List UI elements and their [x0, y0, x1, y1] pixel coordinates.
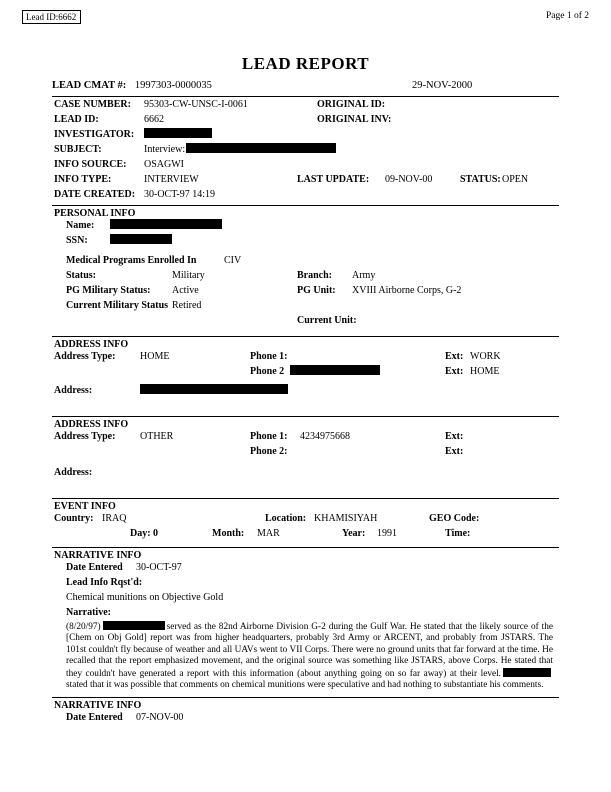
- original-id-label: ORIGINAL ID:: [317, 99, 386, 110]
- military-status-label: Status:: [66, 270, 97, 281]
- case-info-section: [52, 97, 559, 205]
- last-update-value: 09-NOV-00: [385, 174, 433, 185]
- country-label: Country:: [54, 513, 94, 524]
- address-row: [52, 380, 559, 398]
- time-label: Time:: [445, 528, 471, 539]
- medical-programs-row: [52, 249, 559, 269]
- lead-info-rqstd-label: Lead Info Rqst'd:: [66, 577, 143, 588]
- lead-id-stamp: Lead ID:6662: [22, 10, 81, 24]
- narrative-info-heading: NARRATIVE INFO: [54, 700, 142, 712]
- ssn-row: [52, 234, 559, 249]
- info-type-row: [52, 173, 559, 188]
- lead-id-label: LEAD ID:: [54, 114, 99, 125]
- phone2-row: [52, 365, 559, 380]
- date-entered-label: Date Entered: [66, 562, 123, 573]
- address-info-section-1: [52, 337, 559, 416]
- page-number: Page 1 of 2: [545, 11, 589, 21]
- phone2-label: Phone 2: [250, 366, 285, 377]
- narrative-text: [52, 621, 559, 693]
- investigator-row: [52, 128, 559, 143]
- address-label: Address:: [54, 385, 93, 396]
- cmat-value: 1997303-0000035: [134, 80, 212, 91]
- narrative-label: Narrative:: [66, 607, 111, 618]
- date-entered-value: 07-NOV-00: [136, 712, 184, 724]
- address-value: [140, 384, 288, 397]
- narrative-tail-text: stated that it was possible that comments on chemical munitions were speculative and had nothing to substantiate his comments.: [66, 680, 544, 691]
- page-title: LEAD REPORT: [241, 54, 370, 73]
- current-military-status-label: Current Military Status: [66, 300, 169, 311]
- name-value: [110, 219, 222, 232]
- narrative-info-section-1: [52, 548, 559, 697]
- last-update-label: LAST UPDATE:: [297, 174, 370, 185]
- geo-code-label: GEO Code:: [429, 513, 480, 524]
- phone2-label: Phone 2:: [250, 446, 288, 457]
- ssn-label: SSN:: [66, 235, 88, 246]
- ext1-label: Ext:: [445, 351, 464, 362]
- narrative-label-row: [52, 606, 559, 621]
- branch-value: Army: [352, 270, 376, 281]
- address-type-label: Address Type:: [54, 431, 116, 442]
- redaction-bar: [110, 219, 222, 229]
- status-value: OPEN: [502, 174, 529, 185]
- redaction-bar: [186, 143, 336, 153]
- personal-info-section: [52, 206, 559, 336]
- ext2-value: HOME: [470, 366, 500, 377]
- month-value: MAR: [257, 528, 280, 539]
- info-type-label: INFO TYPE:: [54, 174, 112, 185]
- subject-row: [52, 143, 559, 158]
- status-label: STATUS:: [460, 174, 501, 185]
- medical-programs-label: Medical Programs Enrolled In: [66, 255, 197, 266]
- info-source-label: INFO SOURCE:: [54, 159, 127, 170]
- address-label: Address:: [54, 467, 93, 478]
- report-date: 29-NOV-2000: [412, 80, 473, 91]
- phone1-label: Phone 1:: [250, 351, 288, 362]
- redaction-bar: [140, 384, 288, 394]
- narrative-info-heading: NARRATIVE INFO: [54, 550, 142, 561]
- cmat-label: LEAD CMAT #:: [52, 80, 127, 91]
- pg-unit-label: PG Unit:: [297, 285, 336, 296]
- event-info-section: [52, 499, 559, 547]
- ext1-label: Ext:: [445, 431, 464, 442]
- ext2-label: Ext:: [445, 446, 464, 457]
- pg-military-status-value: Active: [172, 285, 199, 296]
- phone1-label: Phone 1:: [250, 431, 288, 442]
- pg-unit-value: XVIII Airborne Corps, G-2: [352, 285, 462, 296]
- personal-info-heading: PERSONAL INFO: [54, 208, 136, 219]
- ext2-label: Ext:: [445, 366, 464, 377]
- branch-label: Branch:: [297, 270, 332, 281]
- address-type-row: [52, 350, 559, 365]
- investigator-label: INVESTIGATOR:: [54, 129, 135, 140]
- phone1-value: 4234975668: [300, 431, 350, 442]
- pg-military-status-row: [52, 284, 559, 299]
- narrative-info-section-2: [52, 698, 559, 728]
- report-body: [52, 96, 559, 728]
- subject-label: SUBJECT:: [54, 144, 102, 155]
- year-label: Year:: [342, 528, 366, 539]
- current-unit-row: [52, 314, 559, 329]
- address-type-row: [52, 430, 559, 445]
- country-value: IRAQ: [102, 513, 127, 524]
- cmat-row: [52, 80, 571, 94]
- month-label: Month:: [212, 528, 245, 539]
- original-inv-label: ORIGINAL INV:: [317, 114, 392, 125]
- current-unit-label: Current Unit:: [297, 315, 357, 326]
- year-value: 1991: [377, 528, 397, 539]
- event-country-row: [52, 512, 559, 527]
- current-military-status-value: Retired: [172, 300, 202, 311]
- lead-id-row: [52, 113, 559, 128]
- lead-info-rqstd-value: Chemical munitions on Objective Gold: [66, 592, 224, 603]
- status-row: [52, 269, 559, 284]
- address-type-value: HOME: [140, 351, 170, 362]
- address-type-value: OTHER: [140, 431, 174, 442]
- case-number-label: CASE NUMBER:: [54, 99, 131, 110]
- date-entered-label: Date Entered: [66, 712, 123, 724]
- pg-military-status-label: PG Military Status:: [66, 285, 151, 296]
- event-date-row: [52, 527, 559, 542]
- military-status-value: Military: [172, 270, 205, 281]
- redaction-bar: [144, 128, 212, 138]
- name-label: Name:: [66, 220, 95, 231]
- case-number-row: [52, 98, 559, 113]
- info-source-row: [52, 158, 559, 173]
- address-info-section-2: [52, 417, 559, 498]
- date-created-row: [52, 188, 559, 203]
- subject-value: Interview:: [144, 144, 186, 155]
- narrative-date-prefix: (8/20/97): [66, 622, 101, 632]
- investigator-value: [144, 128, 212, 141]
- phone2-value: [290, 365, 380, 378]
- medical-programs-value: CIV: [224, 255, 242, 266]
- page-header: [22, 10, 589, 26]
- location-value: KHAMISIYAH: [314, 513, 378, 524]
- redaction-bar: [103, 621, 165, 630]
- lead-id-value: 6662: [144, 114, 164, 125]
- phone2-row: [52, 445, 559, 460]
- day-label: Day: 0: [130, 528, 159, 539]
- redaction-bar: [110, 234, 172, 244]
- current-military-status-row: [52, 299, 559, 314]
- lead-info-rqstd-row: [52, 576, 559, 591]
- info-source-value: OSAGWI: [144, 159, 184, 170]
- address-info-heading: ADDRESS INFO: [54, 339, 129, 350]
- location-label: Location:: [265, 513, 307, 524]
- subject-redaction: [186, 143, 336, 156]
- date-created-value: 30-OCT-97 14:19: [144, 189, 216, 200]
- date-entered-row: [52, 711, 559, 726]
- info-type-value: INTERVIEW: [144, 174, 199, 185]
- address-row: [52, 460, 559, 480]
- lead-info-rqstd-value-row: [52, 591, 559, 606]
- case-number-value: 95303-CW-UNSC-I-0061: [144, 99, 248, 110]
- redaction-bar: [503, 668, 551, 677]
- date-created-label: DATE CREATED:: [54, 189, 136, 200]
- ssn-value: [110, 234, 172, 247]
- address-info-heading: ADDRESS INFO: [54, 419, 129, 430]
- event-info-heading: EVENT INFO: [54, 501, 116, 512]
- redaction-bar: [290, 365, 380, 375]
- ext1-value: WORK: [470, 351, 501, 362]
- narrative-main-text: served as the 82nd Airborne Division G-2 during the Gulf War. He stated that the likely source of the [Chem on Obj Gold] report was from higher headquarters, probably 3rd Army or ARCENT, and probably from JSTARS. The 101st couldn't fly because of weather and all UAVs went to VII Corps. There were no ground units that far forward at the time. He recalled that the report emphasized movement, and the original source was something like JSTARS, above Corps. He stated that they couldn't have generated a report with this information (about anything going on so far away) at their level.: [66, 622, 553, 679]
- name-row: [52, 219, 559, 234]
- date-entered-value: 30-OCT-97: [136, 562, 182, 573]
- address-type-label: Address Type:: [54, 351, 116, 362]
- date-entered-row: [52, 561, 559, 576]
